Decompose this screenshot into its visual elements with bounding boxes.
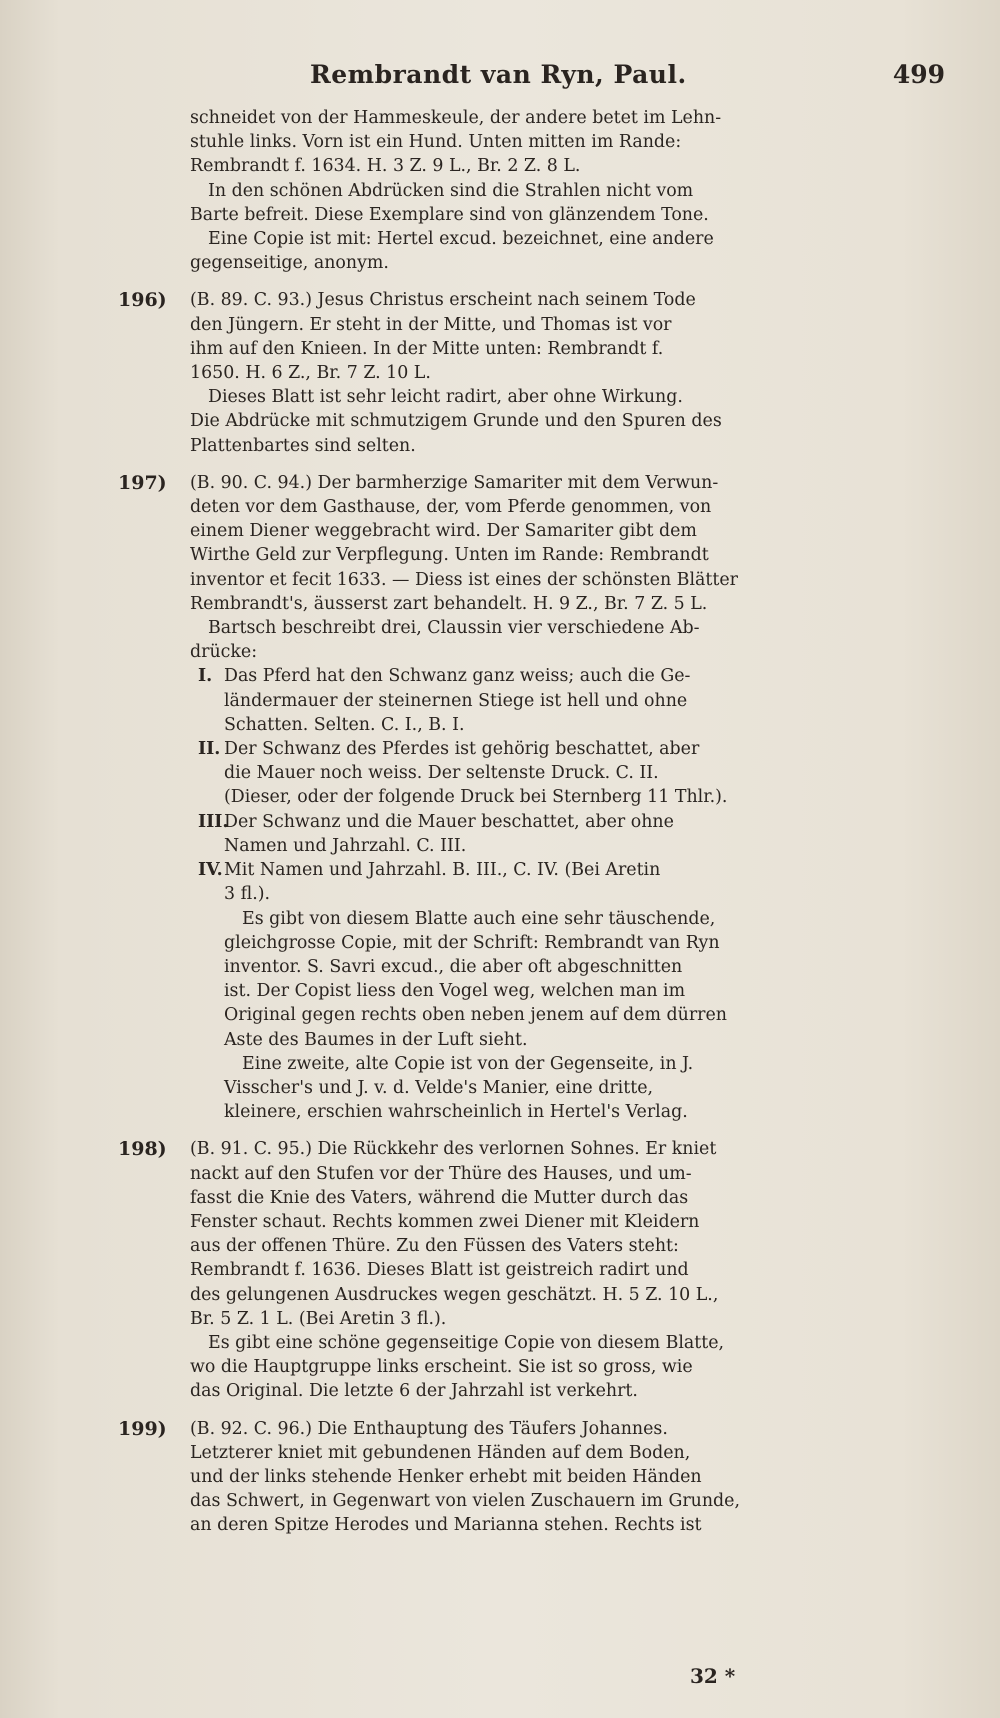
page-number: 499 — [892, 60, 945, 89]
entry-197 — [118, 471, 918, 1124]
text-line: Plattenbartes sind selten. — [190, 435, 416, 456]
state-roman: III. — [198, 811, 229, 832]
text-line: Der Schwanz und die Mauer beschattet, aber ohne — [224, 811, 674, 832]
text-line: gleichgrosse Copie, mit der Schrift: Rembrandt van Ryn — [224, 932, 720, 953]
text-line: inventor. S. Savri excud., die aber oft abgeschnitten — [224, 956, 683, 977]
state-roman: I. — [198, 666, 213, 687]
state-4 — [118, 858, 918, 906]
text-line: einem Diener weggebracht wird. Der Samariter gibt dem — [190, 521, 697, 542]
text-line: Letzterer kniet mit gebundenen Händen auf dem Boden, — [190, 1442, 691, 1463]
entry-198 — [118, 1137, 918, 1403]
text-line: aus der offenen Thüre. Zu den Füssen des Vaters steht: — [190, 1236, 679, 1257]
text-line: Das Pferd hat den Schwanz ganz weiss; auch die Ge- — [224, 666, 691, 687]
text-line: 1650. H. 6 Z., Br. 7 Z. 10 L. — [190, 363, 431, 384]
signature-mark: 32 * — [690, 1664, 736, 1688]
text-line: ist. Der Copist liess den Vogel weg, welchen man im — [224, 981, 686, 1002]
text-line: Eine zweite, alte Copie ist von der Gegenseite, in J. — [242, 1053, 694, 1074]
text-line: gegenseitige, anonym. — [190, 253, 389, 274]
text-line: schneidet von der Hammeskeule, der andere betet im Lehn- — [190, 108, 722, 128]
text-line: nackt auf den Stufen vor der Thüre des Hauses, und um- — [190, 1163, 692, 1184]
text-line: Eine Copie ist mit: Hertel excud. bezeichnet, eine andere — [208, 229, 714, 250]
text-line: (B. 91. C. 95.) Die Rückkehr des verlornen Sohnes. Er kniet — [190, 1139, 717, 1160]
text-line: Dieses Blatt ist sehr leicht radirt, aber ohne Wirkung. — [208, 387, 683, 408]
intro-continuation — [118, 106, 918, 275]
text-line: Rembrandt f. 1634. H. 3 Z. 9 L., Br. 2 Z. 8 L. — [190, 156, 581, 177]
text-line: stuhle links. Vorn ist ein Hund. Unten mitten im Rande: — [190, 132, 682, 153]
text-line: Original gegen rechts oben neben jenem auf dem dürren — [224, 1005, 727, 1026]
text-line: das Schwert, in Gegenwart von vielen Zuschauern im Grunde, — [190, 1491, 740, 1512]
text-line: Bartsch beschreibt drei, Claussin vier verschiedene Ab- — [208, 618, 700, 639]
text-line: ländermauer der steinernen Stiege ist hell und ohne — [224, 690, 688, 711]
state-1 — [118, 664, 918, 737]
state-roman: IV. — [198, 860, 223, 881]
text-line: Der Schwanz des Pferdes ist gehörig beschattet, aber — [224, 739, 700, 760]
text-line: das Original. Die letzte 6 der Jahrzahl ist verkehrt. — [190, 1381, 638, 1402]
state-roman: II. — [198, 739, 221, 760]
text-line: die Mauer noch weiss. Der seltenste Druck. C. II. — [224, 763, 659, 784]
entry-199 — [118, 1417, 918, 1538]
entry-number: 198) — [118, 1138, 167, 1161]
text-line: Rembrandt's, äusserst zart behandelt. H. 9 Z., Br. 7 Z. 5 L. — [190, 593, 708, 614]
text-line: (B. 90. C. 94.) Der barmherzige Samariter mit dem Verwun- — [190, 472, 719, 493]
state-3 — [118, 810, 918, 858]
text-line: Barte befreit. Diese Exemplare sind von glänzendem Tone. — [190, 204, 709, 225]
text-line: Es gibt eine schöne gegenseitige Copie von diesem Blatte, — [208, 1332, 725, 1353]
state-2 — [118, 737, 918, 810]
text-line: den Jüngern. Er steht in der Mitte, und Thomas ist vor — [190, 314, 672, 335]
page-header — [150, 60, 945, 100]
text-line: (Dieser, oder der folgende Druck bei Sternberg 11 Thlr.). — [224, 787, 728, 808]
text-line: Aste des Baumes in der Luft sieht. — [224, 1029, 528, 1050]
text-line: Wirthe Geld zur Verpflegung. Unten im Rande: Rembrandt — [190, 545, 709, 566]
text-line: Rembrandt f. 1636. Dieses Blatt ist geistreich radirt und — [190, 1260, 689, 1281]
text-line: wo die Hauptgruppe links erscheint. Sie ist so gross, wie — [190, 1357, 693, 1378]
text-line: kleinere, erschien wahrscheinlich in Hertel's Verlag. — [224, 1102, 688, 1123]
text-line: Die Abdrücke mit schmutzigem Grunde und den Spuren des — [190, 411, 722, 432]
text-line: Namen und Jahrzahl. C. III. — [224, 835, 467, 856]
text-line: (B. 89. C. 93.) Jesus Christus erscheint nach seinem Tode — [190, 290, 696, 311]
text-line: Br. 5 Z. 1 L. (Bei Aretin 3 fl.). — [190, 1308, 447, 1329]
entry-196 — [118, 288, 918, 457]
text-line: fasst die Knie des Vaters, während die Mutter durch das — [190, 1187, 689, 1208]
text-line: deten vor dem Gasthause, der, vom Pferde genommen, von — [190, 497, 712, 518]
entry-number: 199) — [118, 1417, 167, 1440]
body-text — [118, 106, 918, 1551]
entry-number: 196) — [118, 289, 167, 312]
text-line: des gelungenen Ausdruckes wegen geschätzt. H. 5 Z. 10 L., — [190, 1284, 719, 1305]
text-line: In den schönen Abdrücken sind die Strahlen nicht vom — [208, 180, 694, 201]
text-line: Mit Namen und Jahrzahl. B. III., C. IV. (Bei Aretin — [224, 860, 661, 881]
text-line: Visscher's und J. v. d. Velde's Manier, eine dritte, — [224, 1077, 654, 1098]
text-line: ihm auf den Knieen. In der Mitte unten: Rembrandt f. — [190, 338, 664, 359]
text-line: 3 fl.). — [224, 884, 271, 905]
entry-number: 197) — [118, 471, 167, 494]
text-line: Fenster schaut. Rechts kommen zwei Diener mit Kleidern — [190, 1211, 700, 1232]
text-line: (B. 92. C. 96.) Die Enthauptung des Täufers Johannes. — [190, 1418, 668, 1439]
text-line: Schatten. Selten. C. I., B. I. — [224, 714, 465, 735]
running-title: Rembrandt van Ryn, Paul. — [310, 60, 687, 89]
text-line: drücke: — [190, 642, 258, 663]
text-line: an deren Spitze Herodes und Marianna stehen. Rechts ist — [190, 1515, 702, 1536]
text-line: und der links stehende Henker erhebt mit beiden Händen — [190, 1466, 702, 1487]
text-line: Es gibt von diesem Blatte auch eine sehr täuschende, — [242, 908, 716, 929]
text-line: inventor et fecit 1633. — Diess ist eines der schönsten Blätter — [190, 569, 738, 590]
